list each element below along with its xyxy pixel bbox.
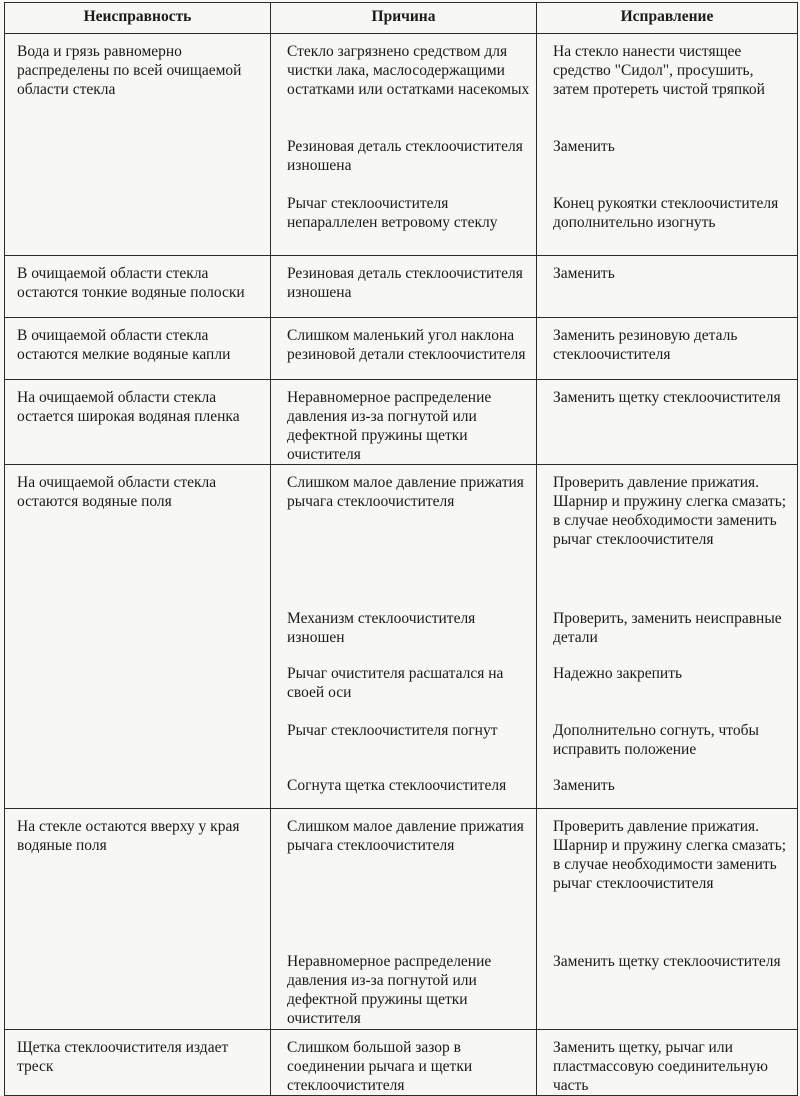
fix-text: На стекло нанести чистящее средство "Сидол", просушить, затем протереть чистой тряпкой	[553, 43, 765, 98]
fix-text: Надежно закрепить	[553, 665, 683, 682]
fix-text: Дополнительно согнуть, чтобы исправить положение	[553, 722, 759, 758]
fault-text: В очищаемой области стекла остаются мелкие водяные капли	[17, 327, 231, 363]
fault-cell	[5, 256, 271, 318]
troubleshooting-table	[4, 2, 798, 1096]
fault-text: Щетка стеклоочистителя издает треск	[17, 1039, 229, 1075]
cause-text: Рычаг стеклоочистителя непараллелен ветровому стеклу	[287, 195, 498, 231]
fault-text: На очищаемой области стекла остается широкая водяная пленка	[17, 389, 240, 425]
table-header-row	[5, 3, 798, 34]
cause-text: Стекло загрязнено средством для чистки лака, маслосодержащими остатками или остатками насекомых	[287, 43, 530, 98]
cause-text: Слишком большой зазор в соединении рычага и щетки стеклоочистителя	[287, 1039, 473, 1094]
table-row	[5, 1030, 798, 1096]
cause-cell	[271, 34, 537, 256]
fix-cell	[537, 256, 798, 318]
fault-text: На очищаемой области стекла остаются водяные поля	[17, 474, 217, 510]
cause-cell	[271, 318, 537, 380]
header-cause: Причина	[271, 3, 537, 34]
fix-text: Проверить, заменить неисправные детали	[553, 610, 782, 646]
fix-text: Заменить щетку стеклоочистителя	[553, 389, 781, 406]
cause-text: Механизм стеклоочистителя изношен	[287, 610, 476, 646]
fix-cell	[537, 809, 798, 1030]
header-fix: Исправление	[537, 3, 798, 34]
fault-text: В очищаемой области стекла остаются тонкие водяные полоски	[17, 265, 245, 301]
fix-text: Заменить щетку, рычаг или пластмассовую соединительную часть	[553, 1039, 768, 1094]
cause-text: Резиновая деталь стеклоочистителя изношена	[287, 265, 523, 301]
cause-text: Рычаг очистителя расшатался на своей оси	[287, 665, 504, 701]
cause-text: Резиновая деталь стеклоочистителя изношена	[287, 138, 523, 174]
fix-cell	[537, 465, 798, 809]
cause-text: Рычаг стеклоочистителя погнут	[287, 722, 498, 739]
fix-text: Проверить давление прижатия. Шарнир и пружину слегка смазать; в случае необходимости заменить рычаг стеклоочистителя	[553, 818, 787, 892]
cause-text: Слишком маленький угол наклона резиновой детали стеклоочистителя	[287, 327, 526, 363]
header-fault: Неисправность	[5, 3, 271, 34]
fault-cell	[5, 1030, 271, 1096]
fault-cell	[5, 465, 271, 809]
fault-cell	[5, 809, 271, 1030]
table-row	[5, 465, 798, 809]
fix-cell	[537, 1030, 798, 1096]
table-row	[5, 256, 798, 318]
table-row	[5, 809, 798, 1030]
cause-text: Неравномерное распределение давления из-за погнутой или дефектной пружины щетки очистителя	[287, 389, 492, 463]
cause-cell	[271, 809, 537, 1030]
cause-cell	[271, 465, 537, 809]
fix-cell	[537, 318, 798, 380]
table-row	[5, 318, 798, 380]
fix-text: Заменить	[553, 138, 615, 155]
cause-cell	[271, 380, 537, 465]
cause-text: Слишком малое давление прижатия рычага стеклоочистителя	[287, 818, 524, 854]
fix-cell	[537, 34, 798, 256]
table-row	[5, 380, 798, 465]
fix-text: Заменить резиновую деталь стеклоочистителя	[553, 327, 738, 363]
cause-text: Согнута щетка стеклоочистителя	[287, 777, 507, 794]
cause-cell	[271, 1030, 537, 1096]
fix-text: Заменить	[553, 265, 615, 282]
fault-cell	[5, 318, 271, 380]
fix-text: Проверить давление прижатия. Шарнир и пружину слегка смазать; в случае необходимости заменить рычаг стеклоочистителя	[553, 474, 787, 548]
fault-text: На стекле остаются вверху у края водяные поля	[17, 818, 240, 854]
fix-text: Заменить щетку стеклоочистителя	[553, 953, 781, 970]
cause-text: Слишком малое давление прижатия рычага стеклоочистителя	[287, 474, 524, 510]
fault-cell	[5, 380, 271, 465]
table-row	[5, 34, 798, 256]
fault-cell	[5, 34, 271, 256]
cause-text: Неравномерное распределение давления из-за погнутой или дефектной пружины щетки очистителя	[287, 953, 492, 1027]
fix-cell	[537, 380, 798, 465]
fix-text: Конец рукоятки стеклоочистителя дополнительно изогнуть	[553, 195, 779, 231]
fix-text: Заменить	[553, 777, 615, 794]
cause-cell	[271, 256, 537, 318]
fault-text: Вода и грязь равномерно распределены по всей очищаемой области стекла	[17, 43, 242, 98]
